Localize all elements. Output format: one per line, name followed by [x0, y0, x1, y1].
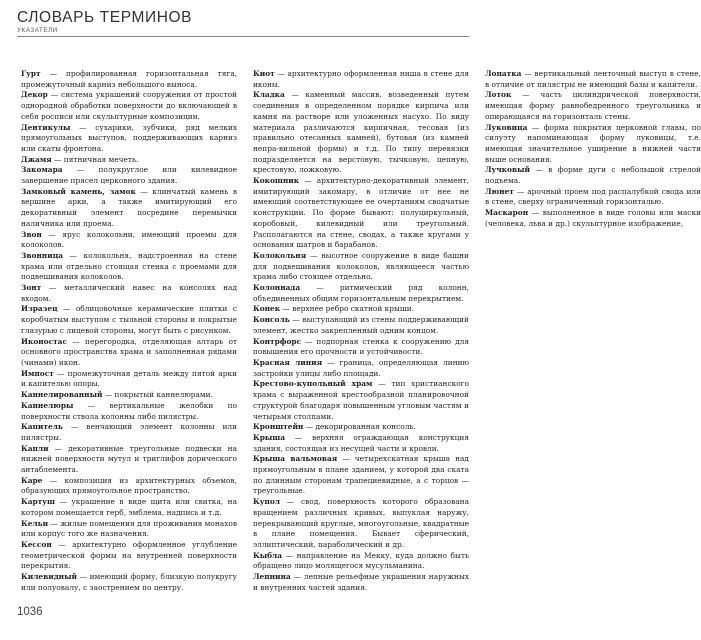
glossary-entry: [21, 519, 237, 540]
glossary-term: Каннелюры: [21, 400, 74, 410]
glossary-term: Крыша: [253, 432, 286, 442]
glossary-definition: — верхнее ребро скатной крыши.: [280, 304, 415, 314]
glossary-entry: [21, 304, 237, 336]
glossary-term: Контрфорс: [253, 336, 302, 346]
glossary-term: Капли: [21, 443, 49, 453]
glossary-entry: [253, 337, 469, 358]
glossary-term: Декор: [21, 90, 48, 100]
glossary-term: Иконостас: [21, 336, 67, 346]
glossary-entry: [21, 390, 237, 401]
glossary-term: Колокольня: [253, 250, 307, 260]
glossary-term: Капитель: [21, 422, 63, 432]
glossary-entry: [21, 369, 237, 390]
glossary-entry: [253, 304, 469, 315]
glossary-term: Крыша вальмовая: [253, 454, 338, 464]
glossary-definition: — профилированная горизонтальная тяга, промежуточный карниз небольшого выноса.: [21, 69, 237, 89]
glossary-term: Люнет: [485, 186, 514, 196]
glossary-term: Кессон: [21, 539, 52, 549]
glossary-definition: — лепные рельефные украшения наружных и внутренних частей здания.: [253, 572, 469, 592]
glossary-definition: — венчающий элемент колонны или пилястры.: [21, 422, 237, 442]
glossary-term: Киот: [253, 69, 275, 78]
glossary-entry: [21, 572, 237, 593]
glossary-term: Кладка: [253, 90, 285, 100]
glossary-definition: — ритмический ряд колонн, объединенных общим горизонтальным перекрытием.: [253, 283, 469, 303]
glossary-entry: [21, 123, 237, 155]
glossary-term: Кельи: [21, 518, 49, 528]
glossary-definition: — покрытый каннелюрами.: [102, 390, 213, 400]
glossary-definition: — колокольня, надстроенная на стене храма или отдельно стоящая стенка с проемами для подвешивания колоколов.: [21, 250, 237, 282]
glossary-entry: [253, 454, 469, 497]
glossary-term: Маскарон: [485, 208, 529, 218]
glossary-entry: [253, 315, 469, 336]
glossary-definition: — перегородка, отделяющая алтарь от основного пространства храма и заполненная рядами (чинами) икон.: [21, 336, 237, 367]
glossary-definition: — украшение в виде щита или свитка, на котором помещается герб, эмблема, надпись и т.д.: [21, 497, 237, 517]
glossary-definition: — тип христианского храма с выраженной крестообразной планировочной структурой благодаря повышенным угловым частям и четырьмя столпами.: [253, 379, 469, 421]
glossary-definition: — высотное сооружение в виде башни для подвешивания колоколов, являющееся частью храма либо стоящее отдельно.: [253, 250, 469, 282]
glossary-definition: — верхняя ограждающая конструкция здания, состоящая из несущей части и кровли.: [253, 432, 469, 453]
glossary-term: Килевидный: [21, 572, 77, 582]
glossary-term: Лопатка: [485, 69, 522, 78]
glossary-entry: [21, 90, 237, 122]
glossary-term: Кокошник: [253, 176, 300, 186]
glossary-entry: [21, 401, 237, 422]
glossary-term: Дентикулы: [21, 122, 71, 132]
glossary-entry: [253, 572, 469, 593]
glossary-term: Замковый камень, замок: [21, 186, 136, 196]
glossary-entry: [485, 69, 701, 90]
glossary-definition: — клинчатый камень в вершине арки, а также имитирующий его декоративный элемент посредине перемычки наличника или проема.: [21, 186, 237, 228]
glossary-definition: — архитектурно оформленное углубление геометрической формы на внутренней поверхности перекрытия.: [21, 539, 237, 571]
glossary-entry: [485, 90, 701, 122]
glossary-definition: — сухарики, зубчики, ряд мелких прямоугольных выступов, поддерживающих карниз или скаты фронтона.: [21, 122, 237, 153]
glossary-definition: — выступающий из стены поддерживающий элемент, жестко закрепленный одним концом.: [253, 315, 469, 335]
section-subtitle: УКАЗАТЕЛИ: [17, 27, 58, 34]
glossary-term: Звон: [21, 229, 42, 239]
glossary-entry: [253, 90, 469, 176]
glossary-definition: — жилые помещения для проживания монахов или корпус того же назначения.: [21, 518, 237, 539]
glossary-term: Лепнина: [253, 572, 291, 582]
glossary-entry: [21, 69, 237, 90]
glossary-definition: — система украшений сооружения от простой однородной обработки поверхности до включающей в себя росписи или скульптурные композиции.: [21, 90, 237, 121]
glossary-term: Красная линия: [253, 357, 323, 367]
glossary-entry: [21, 497, 237, 518]
header-rule: [17, 36, 469, 37]
glossary-term: Конек: [253, 304, 281, 314]
glossary-entry: [21, 422, 237, 443]
glossary-term: Импост: [21, 368, 54, 378]
glossary-entry: [21, 444, 237, 476]
glossary-entry: [485, 165, 701, 186]
glossary-entry: [21, 155, 237, 166]
glossary-term: Изразец: [21, 304, 58, 314]
glossary-definition: — пятничная мечеть.: [51, 154, 139, 164]
glossary-columns: [21, 69, 701, 605]
glossary-definition: — граница, определяющая линию застройки улицы либо площади.: [253, 357, 469, 378]
glossary-definition: — имеющий форму, близкую полукругу или полуовалу, с заострением по центру.: [21, 572, 237, 592]
glossary-definition: — облицовочные керамические плитки с коробчатым выступом с тыльной стороны и покрытые глазурью с лицевой стороны, могут быть с рисунком.: [21, 304, 237, 335]
glossary-definition: — в форме дуги с небольшой стрелой подъема.: [485, 165, 701, 186]
glossary-term: Зонт: [21, 283, 42, 293]
glossary-term: Крестово-купольный храм: [253, 379, 373, 389]
glossary-definition: — свод, поверхность которого образована вращением различных кривых, выпуклая наружу, перекрывающий круглые, многоугольные, квадратные в плане помещения. Бывает сферический, эллиптический, параболический и др.: [253, 497, 469, 549]
glossary-entry: [21, 187, 237, 230]
glossary-definition: — часть цилиндрической поверхности, имеющая форму равнобедренного треугольника и опирающаяся на горизонталь стены.: [485, 90, 701, 121]
glossary-definition: — арочный проем под распалубкой свода или в стене, сверху ограниченный горизонталью.: [485, 186, 701, 207]
glossary-entry: [253, 69, 469, 90]
glossary-definition: — архитектурно-декоративный элемент, имитирующий закомару, в отличие от нее не имеющий соответствующее ее очертаниям сводчатые конструкции. По форме бывают: полуциркульный, коробовый, килевидный или треугольный. Располагаются на стене, сводах, а также кругами у основания шатров и барабанов.: [253, 176, 469, 250]
glossary-term: Гурт: [21, 69, 41, 78]
glossary-definition: — форма покрытия церковной главы, по силуэту напоминающая форму луковицы, т.е. имеющая значительное уширение в нижней части выше основания.: [485, 122, 701, 164]
glossary-entry: [21, 283, 237, 304]
glossary-entry: [21, 165, 237, 186]
glossary-definition: — металлический навес на консолях над входом.: [21, 283, 237, 303]
glossary-entry: [485, 187, 701, 208]
glossary-definition: — подпорная стенка к сооружению для повышения его прочности и устойчивости.: [253, 336, 469, 357]
glossary-term: Купол: [253, 497, 281, 507]
glossary-term: Джамя: [21, 154, 52, 164]
glossary-term: Закомара: [21, 165, 63, 175]
glossary-entry: [21, 476, 237, 497]
glossary-definition: — полукруглое или килевидное завершение прясел церковного здания.: [21, 165, 237, 186]
glossary-definition: — декоративные треугольные подвески на нижней поверхности мутул и триглифов дорического антаблемента.: [21, 443, 237, 475]
glossary-entry: [253, 358, 469, 379]
glossary-definition: — композиция из архитектурных объемов, образующих прямоугольное пространство.: [21, 475, 237, 496]
glossary-term: Лучковый: [485, 165, 530, 175]
glossary-definition: — ярус колокольни, имеющий проемы для колоколов.: [21, 229, 237, 250]
glossary-term: Каре: [21, 475, 43, 485]
glossary-term: Картуш: [21, 497, 55, 507]
glossary-term: Кыбла: [253, 550, 283, 560]
glossary-entry: [253, 251, 469, 283]
page-title: СЛОВАРЬ ТЕРМИНОВ: [17, 9, 193, 26]
glossary-entry: [253, 283, 469, 304]
glossary-definition: — четырехскатная крыша над прямоугольным в плане зданием, у которой два ската по длинным сторонам трапециевидные, а с торцов — треугольные.: [253, 454, 469, 496]
glossary-term: Колоннада: [253, 283, 301, 293]
glossary-definition: — каменный массив, возведенный путем соединения в определенном порядке кирпича или камня на растворе или уложенных насухо. По виду материала различаются кирпичная, тесовая (из правильно отесанных камней), бутовая (из камней непра-вильной формы) и т.д. По типу перевязки подразделяется на верстовую, тычковую, цепную, крестовую, ложковую.: [253, 90, 469, 175]
glossary-definition: — архитектурно оформленная ниша в стене для иконы.: [253, 69, 469, 89]
glossary-definition: — вертикальные желобки по поверхности ствола колонны либо пилястры.: [21, 400, 237, 421]
glossary-entry: [485, 123, 701, 166]
glossary-entry: [485, 208, 701, 229]
glossary-term: Каннелированный: [21, 390, 103, 400]
glossary-term: Лоток: [485, 90, 512, 100]
glossary-entry: [253, 497, 469, 551]
glossary-entry: [21, 251, 237, 283]
glossary-definition: — вертикальный ленточный выступ в стене, в отличие от пилястры не имеющий базы и капители.: [485, 69, 701, 89]
glossary-entry: [21, 337, 237, 369]
glossary-definition: — промежуточная деталь между пятой арки и капителью опоры.: [21, 368, 237, 389]
glossary-definition: — направление на Мекку, куда должно быть обращено лицо молящегося мусульманина.: [253, 550, 469, 571]
glossary-term: Консоль: [253, 315, 290, 325]
glossary-term: Звонница: [21, 250, 63, 260]
glossary-entry: [21, 230, 237, 251]
glossary-entry: [253, 551, 469, 572]
glossary-definition: — декорированная консоль.: [303, 422, 416, 432]
glossary-term: Кронштейн: [253, 422, 304, 432]
page-number: 1036: [17, 606, 43, 618]
glossary-entry: [21, 540, 237, 572]
glossary-entry: [253, 433, 469, 454]
glossary-entry: [253, 379, 469, 422]
glossary-definition: — выполненное в виде головы или маски (человека, льва и др.) скульптурное изображение,: [485, 208, 701, 228]
glossary-entry: [253, 176, 469, 251]
glossary-entry: [253, 422, 469, 433]
glossary-term: Луковица: [485, 122, 528, 132]
